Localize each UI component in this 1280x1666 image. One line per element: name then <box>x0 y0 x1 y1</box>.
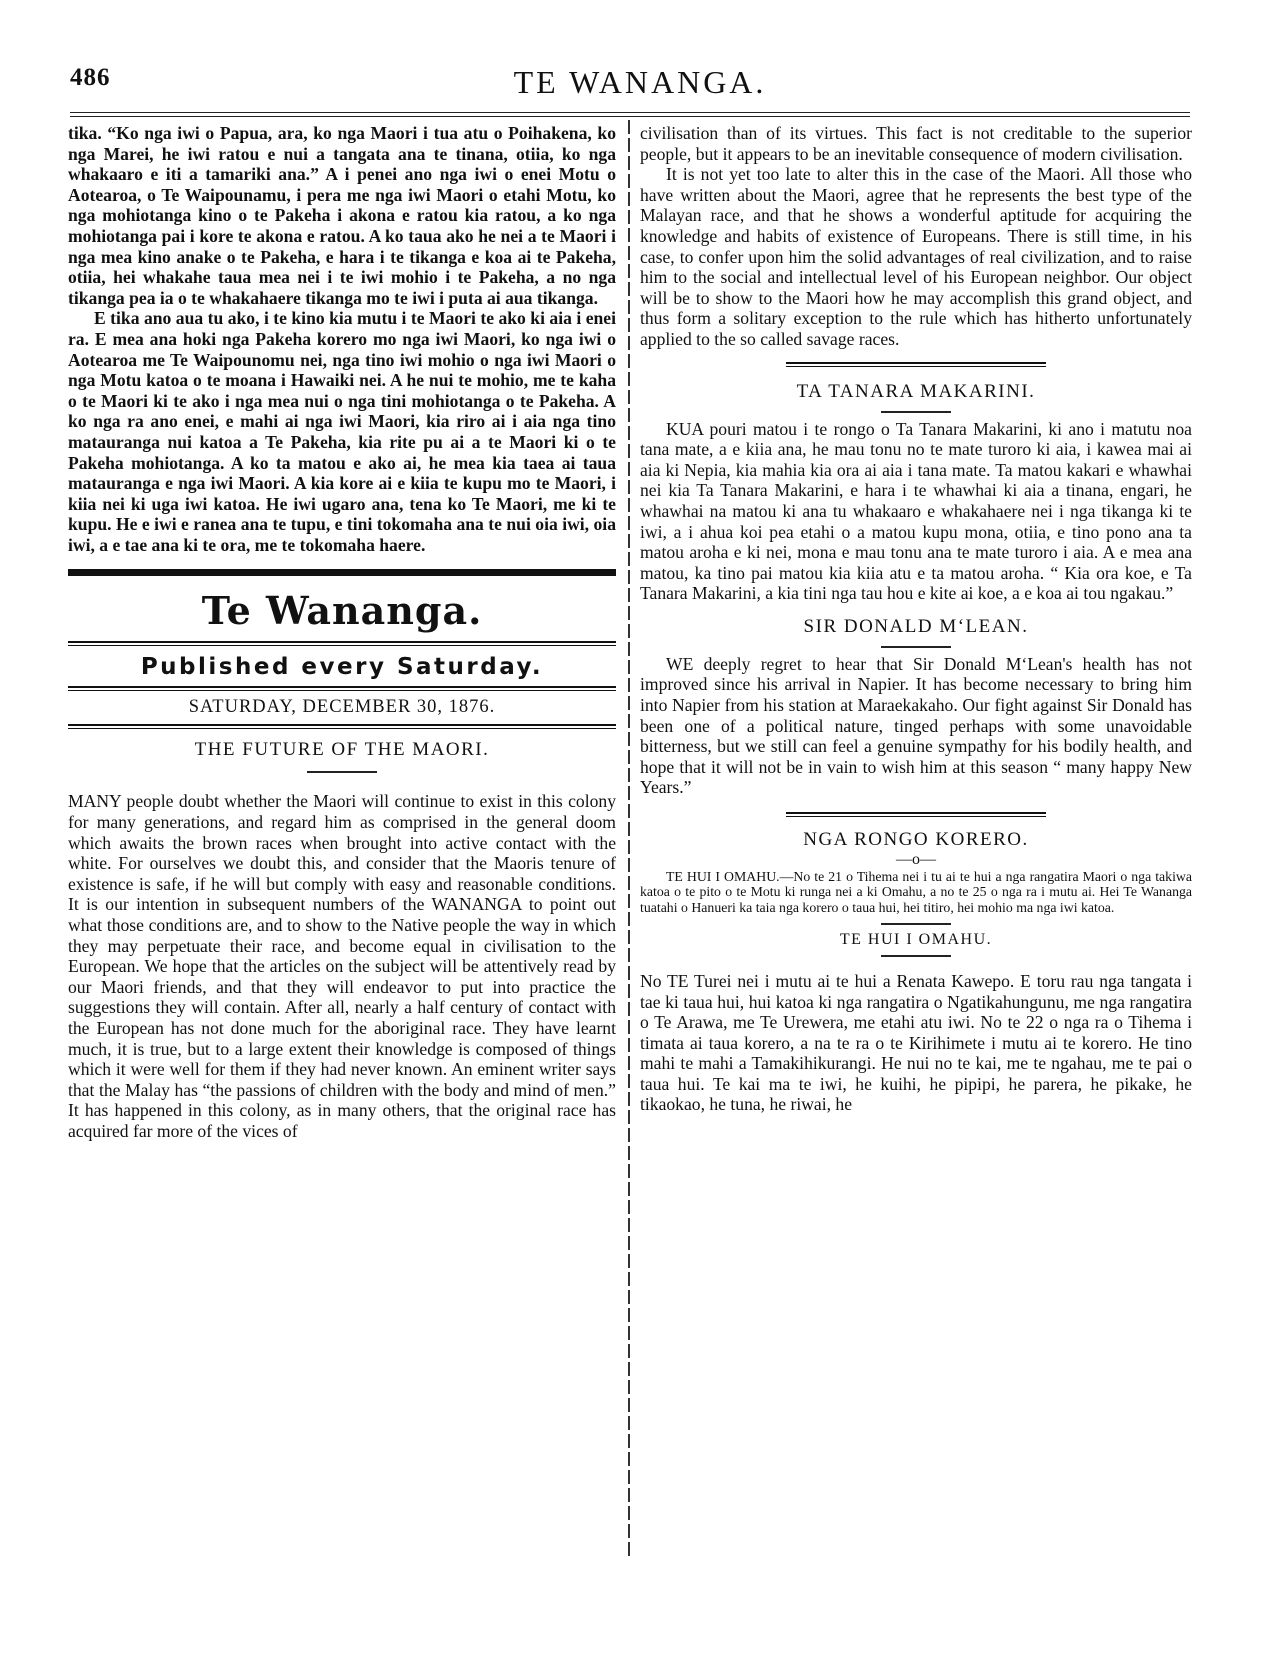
page-number: 486 <box>70 64 111 91</box>
separator-mark: —o— <box>896 851 936 869</box>
heading-nga-rongo: NGA RONGO KORERO. <box>803 829 1029 851</box>
left-paragraph-1: tika. “Ko nga iwi o Papua, ara, ko nga Maori i tua atu o Poihakena, ko nga Marei, he iwi ratou e nui a tangata ana te tinana, otiia, ko nga whakaaro e iti a tamariki ana.” A i penei ano nga iwi o enei Motu o Aotearoa, o Te Waipounamu, i pera me nga iwi Maori o etahi Motu, ko nga mohiotanga kino o te Pakeha i akona e ratou kia ratou, a ko nga mohiotanga pai i kore te akona e ratou. A ko taua ako he nei a te Maori i nga mea kino anake o te Pakeha, e hara i te tikanga e koa ai te Pakeha, otiia, hei whakahe taua mea nei i te iwi mohio i te Pakeha, a no nga tikanga pea ia o te whakahaere tikanga mo te iwi i puta ai aua tikanga. <box>68 123 616 308</box>
published-line: Published every Saturday. <box>140 654 544 681</box>
right-column <box>640 123 1192 1115</box>
right-paragraph-2: It is not yet too late to alter this in the case of the Maori. All those who have written about the Maori, agree that he represents the best type of the Malayan race, and that he shows a wonderful aptitude for acquiring the knowledge and habits of existence of Europeans. There is still time, in his case, to confer upon him the solid advantages of real civilization, and to raise him to the social and intellectual level of his European neighbor. Our object will be to show to the Maori how he may accomplish this grand object, and thus form a solitary exception to the rule which has hitherto unfortunately applied to the so called savage races. <box>640 164 1192 349</box>
paragraph-ta-tanara: KUA pouri matou i te rongo o Ta Tanara Makarini, ki ano i matutu noa tana mate, a e kiia ana, he mau tonu no te mate turoro ki aia, i kawea mai ai aia ki Nepia, kia mahia kia ora ai aia i tana mate. Ta matou kakari e whawhai nei kia Ta Tanara Makarini, e hara i te whawhai ki aia a tinana, engari, he whawhai na matou ki ana tu whakaaro e whakahaere nei i nga tikanga ki te iwi, a i ahua koi pea etahi o a matou kupu mona, otiia, e tino pono ana ta matou aroha e ki nei, mona e mau tonu ana te mate turoro i aia. A e mea ana matou, ka tino pai matou kia kiia atu e ta matou aroha. “ Kia ora koe, e Ta Tanara Makarini, a kia tini nga tau hou e kite ai koe, a e koa ai tou ngakau.” <box>640 418 1192 604</box>
heading-ta-tanara: TA TANARA MAKARINI. <box>796 380 1036 402</box>
top-rule <box>70 112 1190 113</box>
right-paragraph-1: civilisation than of its virtues. This fact is not creditable to the superior people, but it appears to be an inevitable consequence of modern civilisation. <box>640 123 1192 164</box>
article-body: MANY people doubt whether the Maori will continue to exist in this colony for many generations, and regard him as comprised in the general doom which awaits the brown races when brought into active contact with the white. For ourselves we doubt this, and consider that the Maoris tenure of existence is safe, if he will but comply with easy and reasonable conditions. It is our intention in subsequent numbers of the WANANGA to point out what those conditions are, and to show to the Native people the way in which they may perpetuate their race, and become equal in civilisation to the European. We hope that the articles on the subject will be attentively read by our Maori friends, and that they will endeavor to put into practice the suggestions they will contain. After all, nearly a half century of contact with the European has not done much for the aboriginal race. They have learnt much, it is true, but to a large extent their knowledge is composed of things which it were well for them if they had never known. An eminent writer says that the Malay has “the passions of children with the body and mind of men.” It has happened in this colony, as in many others, that the original race has acquired far more of the vices of <box>68 791 616 1141</box>
column-divider <box>628 120 630 1560</box>
heavy-rule <box>68 569 616 576</box>
article-title: THE FUTURE OF THE MAORI. <box>194 739 490 761</box>
left-paragraph-2: E tika ano aua tu ako, i te kino kia mutu i te Maori te ako ki aia i enei ra. E mea ana hoki nga Pakeha korero mo nga iwi Maori, ko nga iwi o Aotearoa me Te Waipounomu nei, nga tino iwi mohio o nga iwi Maori o nga Motu katoa o te moana i Hawaiki nei. A he nui te mohio, me te kaha o te Maori ki te ako i nga mea nui o nga tini mohiotanga o te Pakeha. A ko nga ra ano enei, e mahi ai nga iwi Maori, kia riro ai i aia nga tino matauranga nui katoa a Te Pakeha, kia rite pu ai a te Maori ki o te Pakeha mohiotanga. A ko ta matou e ako ai, he mea kia taea ai taua matauranga e nga iwi Maori. A kia kore ai e kiia te kupu mo te Maori, i kiia nei ki uga iwi katoa. He iwi ugaro ana, tena ko Te Maori, me ki te kupu. He e iwi e ranea ana te tupu, e tini tokomaha ana te nui oia iwi, oia iwi, a e tae ana ki te ora, me te tokomaha haere. <box>68 308 616 555</box>
paragraph-sir-donald: WE deeply regret to hear that Sir Donald M‘Lean's health has not improved since his arrival in Napier. It has become necessary to bring him into Napier from his station at Maraekakaho. Our fight against Sir Donald has been one of a political nature, tinged perhaps with some unavoidable bitterness, but we still can feel a genuine sympathy for his bodily health, and hope that it will not be in vain to wish him at this season “ many happy New Years.” <box>640 653 1192 798</box>
heading-te-hui: TE HUI I OMAHU. <box>839 930 993 948</box>
issue-date: SATURDAY, DECEMBER 30, 1876. <box>188 697 496 718</box>
left-column <box>68 123 616 1142</box>
paragraph-nga-rongo: TE HUI I OMAHU.—No te 21 o Tihema nei i tu ai te hui a nga rangatira Maori o nga takiwa katoa o te pito o te Motu ki runga nei a ki Omahu, a no te 25 o nga ra i mutu ai. Hei Te Wananga tuatahi o Hanueri ka taia nga korero o taua hui, hei titiro, hei mohio ma nga iwi katoa. <box>640 869 1192 915</box>
paragraph-te-hui: No TE Turei nei i mutu ai te hui a Renata Kawepo. E toru rau nga tangata i tae ki taua hui, hui katoa ki nga rangatira o Ngatikahungunu, me nga rangatira o Te Arawa, me Te Urewera, me etahi atu iwi. No te 22 o nga ra o Tihema i timata ai taua korero, a na te ra o te Kirihimete i mutu ai te korero. He tino mahi te mahi a Tamakihikurangi. He nui no te kai, me te ngahau, me te pai o taua hui. Te kai ma te iwi, he kuihi, he pipipi, he parera, he pikake, he tikaokao, he tuna, he riwai, he <box>640 970 1192 1115</box>
masthead: TE WANANGA. <box>513 64 767 100</box>
paper-title: Te Wananga. <box>201 588 483 634</box>
top-rule-2 <box>70 116 1190 117</box>
heading-sir-donald: SIR DONALD M‘LEAN. <box>803 615 1029 637</box>
